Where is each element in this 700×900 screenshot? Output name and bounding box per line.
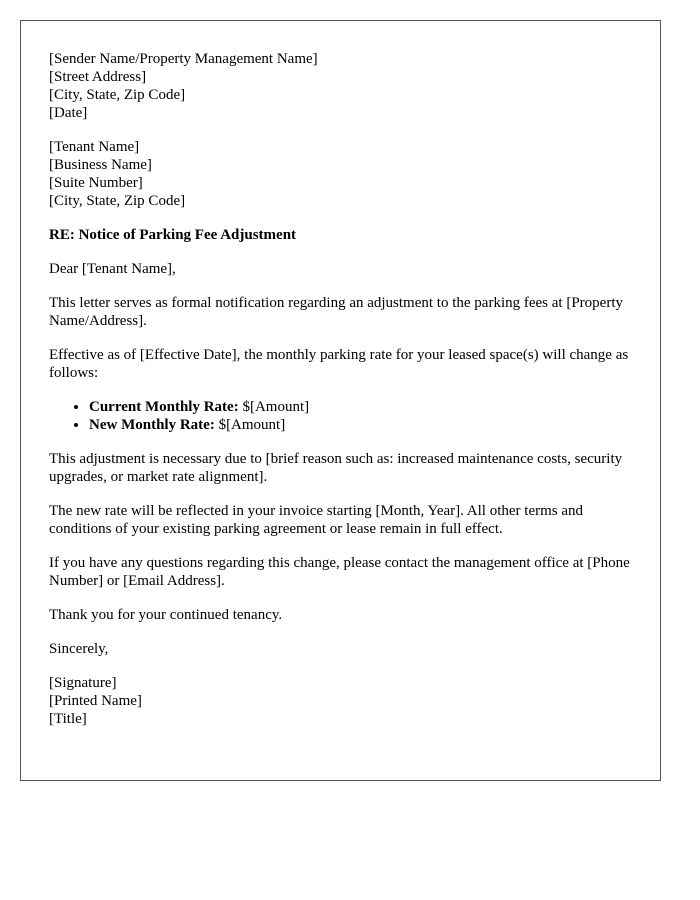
subject-line: RE: Notice of Parking Fee Adjustment <box>49 227 297 243</box>
new-rate-value: $[Amount] <box>214 417 286 433</box>
current-rate-label: Current Monthly Rate: <box>89 399 239 415</box>
letter-page <box>20 20 661 781</box>
letter-date: [Date] <box>49 105 88 121</box>
rate-list <box>49 398 632 434</box>
effective-paragraph: Effective as of [Effective Date], the monthly parking rate for your leased space(s) will change as follows: <box>49 347 629 381</box>
recipient-tenant-name: [Tenant Name] <box>49 139 140 155</box>
thanks-paragraph: Thank you for your continued tenancy. <box>49 607 283 623</box>
reason-paragraph: This adjustment is necessary due to [brief reason such as: increased maintenance costs, security upgrades, or market rate alignment]. <box>49 451 623 485</box>
list-item-current-rate <box>89 398 632 416</box>
printed-name: [Printed Name] <box>49 693 142 709</box>
list-item-new-rate <box>89 416 632 434</box>
signature-block <box>49 674 632 728</box>
sender-street: [Street Address] <box>49 69 147 85</box>
signature-placeholder: [Signature] <box>49 675 117 691</box>
intro-paragraph: This letter serves as formal notification regarding an adjustment to the parking fees at [Property Name/Address]. <box>49 295 623 329</box>
recipient-address-block <box>49 138 632 210</box>
new-rate-label: New Monthly Rate: <box>89 417 215 433</box>
recipient-suite: [Suite Number] <box>49 175 143 191</box>
signer-title: [Title] <box>49 711 87 727</box>
sender-address-block <box>49 50 632 122</box>
sender-name: [Sender Name/Property Management Name] <box>49 51 318 67</box>
closing: Sincerely, <box>49 641 109 657</box>
salutation: Dear [Tenant Name], <box>49 261 176 277</box>
invoice-paragraph: The new rate will be reflected in your invoice starting [Month, Year]. All other terms and conditions of your existing parking agreement or lease remain in full effect. <box>49 503 584 537</box>
recipient-business-name: [Business Name] <box>49 157 152 173</box>
current-rate-value: $[Amount] <box>238 399 310 415</box>
contact-paragraph: If you have any questions regarding this change, please contact the management office at [Phone Number] or [Email Address]. <box>49 555 630 589</box>
recipient-city: [City, State, Zip Code] <box>49 193 186 209</box>
sender-city: [City, State, Zip Code] <box>49 87 186 103</box>
